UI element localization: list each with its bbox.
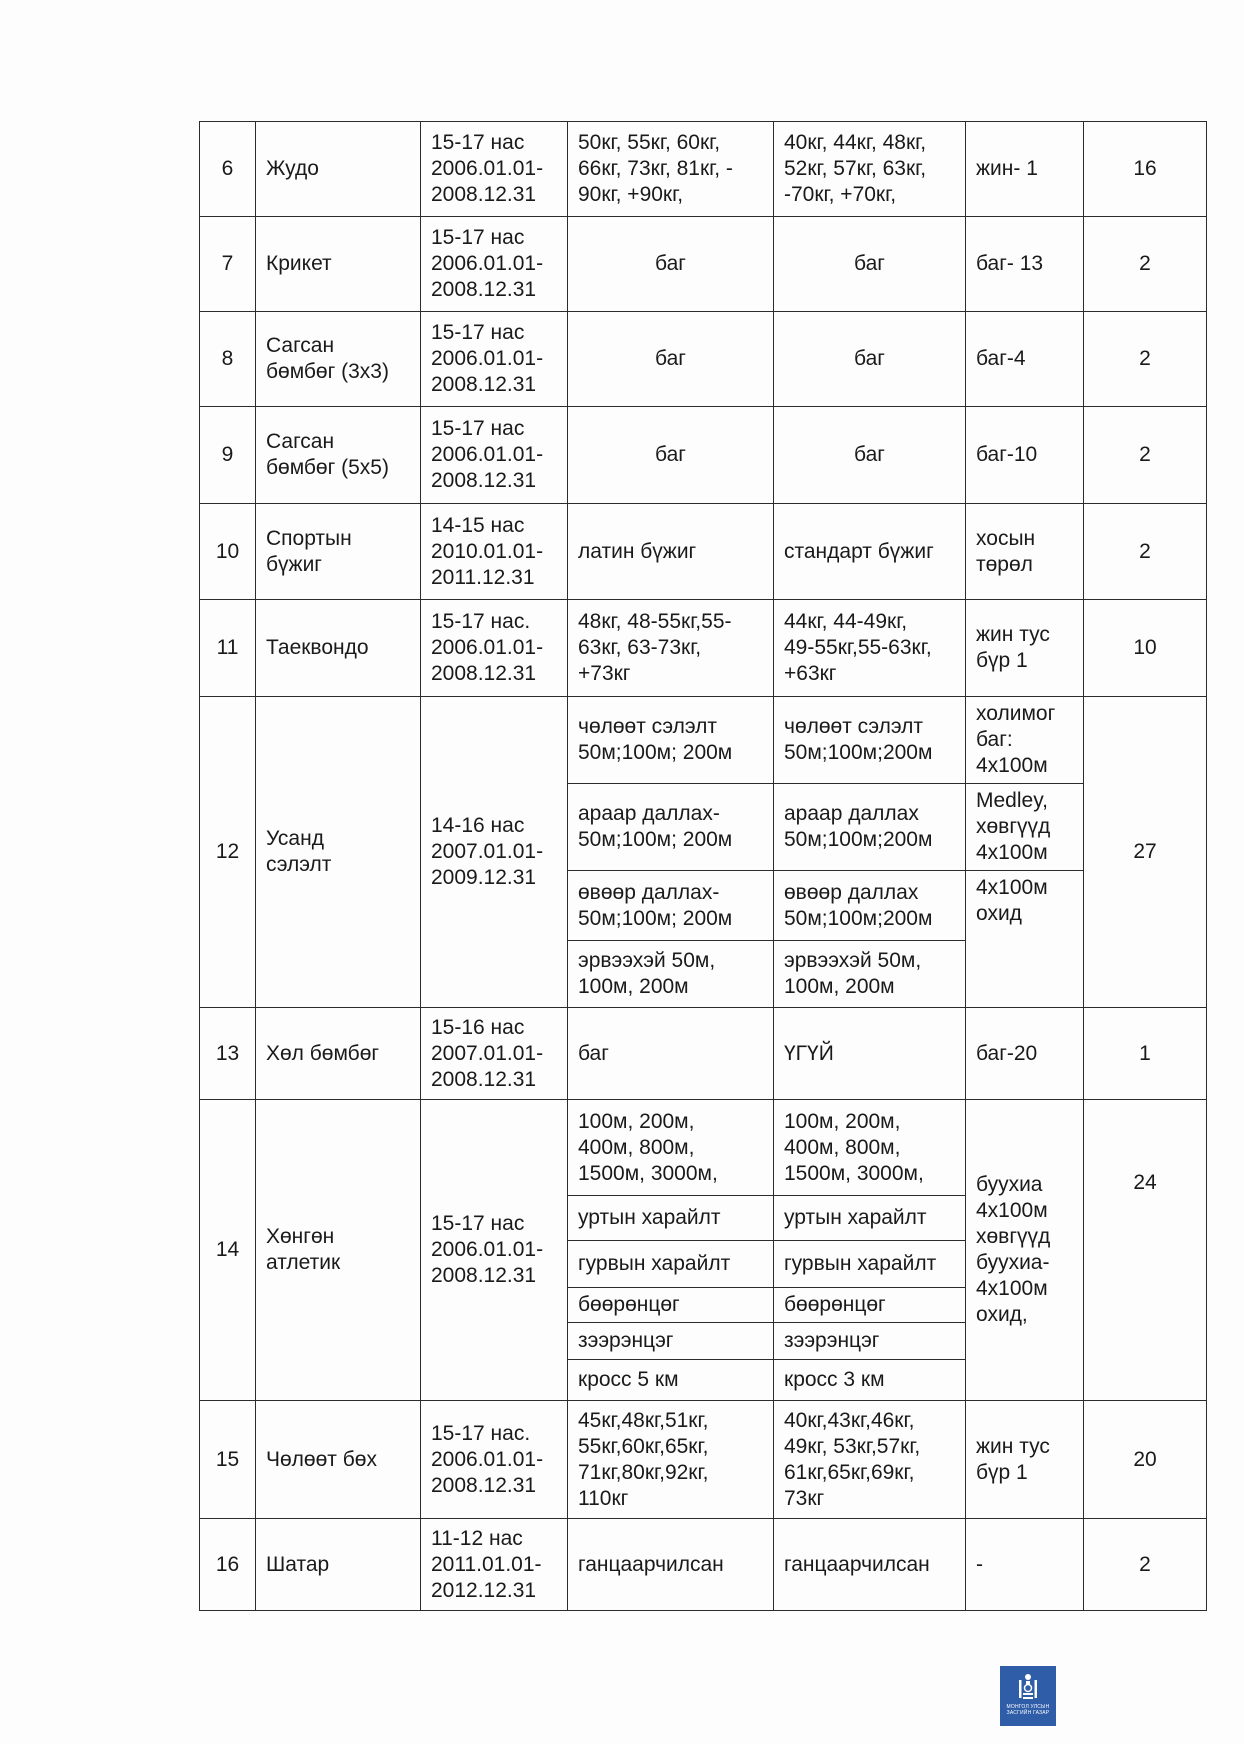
table-row: [200, 1519, 1207, 1611]
table-row: [200, 312, 1207, 407]
participant-count: 24: [1084, 1100, 1207, 1401]
women-events: бөөрөнцөг: [774, 1288, 966, 1323]
team-events: баг-10: [966, 407, 1084, 504]
women-events: 40кг,43кг,46кг, 49кг, 53кг,57кг, 61кг,65кг,69кг, 73кг: [774, 1401, 966, 1519]
sport-name: Таеквондо: [256, 600, 421, 697]
women-events: 40кг, 44кг, 48кг, 52кг, 57кг, 63кг, -70кг, +70кг,: [774, 122, 966, 217]
men-events: баг: [568, 1008, 774, 1100]
team-events: холимог баг: 4х100м: [966, 697, 1084, 784]
row-number: 16: [200, 1519, 256, 1611]
table-row: [200, 1100, 1207, 1196]
men-events: 50кг, 55кг, 60кг, 66кг, 73кг, 81кг, - 90кг, +90кг,: [568, 122, 774, 217]
row-number: 7: [200, 217, 256, 312]
table-row: [200, 122, 1207, 217]
sport-name: Хөнгөн атлетик: [256, 1100, 421, 1401]
participant-count: 2: [1084, 504, 1207, 600]
women-events: ганцаарчилсан: [774, 1519, 966, 1611]
table-row: [200, 600, 1207, 697]
women-events: чөлөөт сэлэлт 50м;100м;200м: [774, 697, 966, 784]
women-events: өвөөр даллах 50м;100м;200м: [774, 871, 966, 941]
team-events: жин тус бүр 1: [966, 600, 1084, 697]
participant-count: 2: [1084, 217, 1207, 312]
row-number: 11: [200, 600, 256, 697]
men-events: 48кг, 48-55кг,55- 63кг, 63-73кг, +73кг: [568, 600, 774, 697]
women-events: кросс 3 км: [774, 1360, 966, 1401]
participant-count: 2: [1084, 1519, 1207, 1611]
team-events: жин- 1: [966, 122, 1084, 217]
team-events: Medley, хөвгүүд 4х100м: [966, 784, 1084, 871]
age-range: 15-17 нас. 2006.01.01- 2008.12.31: [421, 1401, 568, 1519]
participant-count: 1: [1084, 1008, 1207, 1100]
men-events: кросс 5 км: [568, 1360, 774, 1401]
men-events: латин бүжиг: [568, 504, 774, 600]
row-number: 14: [200, 1100, 256, 1401]
participant-count: 10: [1084, 600, 1207, 697]
men-events: араар даллах- 50м;100м; 200м: [568, 784, 774, 871]
women-events: баг: [774, 312, 966, 407]
sport-name: Сагсан бөмбөг (3х3): [256, 312, 421, 407]
sport-name: Хөл бөмбөг: [256, 1008, 421, 1100]
team-events: буухиа 4х100м хөвгүүд буухиа- 4х100м охид,: [966, 1100, 1084, 1401]
men-events: баг: [568, 312, 774, 407]
men-events: баг: [568, 217, 774, 312]
sport-name: Жудо: [256, 122, 421, 217]
women-events: зээрэнцэг: [774, 1323, 966, 1360]
women-events: 100м, 200м, 400м, 800м, 1500м, 3000м,: [774, 1100, 966, 1196]
table-row: [200, 697, 1207, 784]
men-events: ганцаарчилсан: [568, 1519, 774, 1611]
age-range: 14-16 нас 2007.01.01- 2009.12.31: [421, 697, 568, 1008]
age-range: 15-17 нас 2006.01.01- 2008.12.31: [421, 312, 568, 407]
age-range: 15-17 нас 2006.01.01- 2008.12.31: [421, 122, 568, 217]
participant-count: 2: [1084, 312, 1207, 407]
women-events: гурвын харайлт: [774, 1241, 966, 1288]
women-events: араар даллах 50м;100м;200м: [774, 784, 966, 871]
sport-name: Сагсан бөмбөг (5х5): [256, 407, 421, 504]
participant-count: 16: [1084, 122, 1207, 217]
logo-caption: МОНГОЛ УЛСЫН ЗАСГИЙН ГАЗАР: [1006, 1704, 1050, 1716]
table-row: [200, 504, 1207, 600]
participant-count: 2: [1084, 407, 1207, 504]
women-events: стандарт бүжиг: [774, 504, 966, 600]
team-events: баг- 13: [966, 217, 1084, 312]
age-range: 15-17 нас 2006.01.01- 2008.12.31: [421, 407, 568, 504]
men-events: бөөрөнцөг: [568, 1288, 774, 1323]
row-number: 8: [200, 312, 256, 407]
men-events: зээрэнцэг: [568, 1323, 774, 1360]
women-events: баг: [774, 407, 966, 504]
men-events: баг: [568, 407, 774, 504]
row-number: 12: [200, 697, 256, 1008]
table-row: [200, 1008, 1207, 1100]
age-range: 15-17 нас 2006.01.01- 2008.12.31: [421, 1100, 568, 1401]
women-events: ҮГҮЙ: [774, 1008, 966, 1100]
team-events: -: [966, 1519, 1084, 1611]
age-range: 11-12 нас 2011.01.01- 2012.12.31: [421, 1519, 568, 1611]
sport-name: Спортын бүжиг: [256, 504, 421, 600]
age-range: 15-17 нас. 2006.01.01- 2008.12.31: [421, 600, 568, 697]
team-events: баг-4: [966, 312, 1084, 407]
table-row: [200, 217, 1207, 312]
sport-name: Шатар: [256, 1519, 421, 1611]
men-events: чөлөөт сэлэлт 50м;100м; 200м: [568, 697, 774, 784]
men-events: 100м, 200м, 400м, 800м, 1500м, 3000м,: [568, 1100, 774, 1196]
women-events: уртын харайлт: [774, 1196, 966, 1241]
men-events: уртын харайлт: [568, 1196, 774, 1241]
row-number: 13: [200, 1008, 256, 1100]
participant-count: 27: [1084, 697, 1207, 1008]
table-row: [200, 1401, 1207, 1519]
men-events: гурвын харайлт: [568, 1241, 774, 1288]
row-number: 6: [200, 122, 256, 217]
women-events: баг: [774, 217, 966, 312]
table-row: [200, 407, 1207, 504]
men-events: өвөөр даллах- 50м;100м; 200м: [568, 871, 774, 941]
age-range: 14-15 нас 2010.01.01- 2011.12.31: [421, 504, 568, 600]
team-events: 4х100м охид: [966, 871, 1084, 1008]
soyombo-emblem-icon: [1015, 1672, 1041, 1702]
row-number: 15: [200, 1401, 256, 1519]
women-events: 44кг, 44-49кг, 49-55кг,55-63кг, +63кг: [774, 600, 966, 697]
age-range: 15-17 нас 2006.01.01- 2008.12.31: [421, 217, 568, 312]
men-events: эрвээхэй 50м, 100м, 200м: [568, 941, 774, 1008]
sport-name: Крикет: [256, 217, 421, 312]
sport-name: Чөлөөт бөх: [256, 1401, 421, 1519]
age-range: 15-16 нас 2007.01.01- 2008.12.31: [421, 1008, 568, 1100]
team-events: баг-20: [966, 1008, 1084, 1100]
men-events: 45кг,48кг,51кг, 55кг,60кг,65кг, 71кг,80кг,92кг, 110кг: [568, 1401, 774, 1519]
team-events: хосын төрөл: [966, 504, 1084, 600]
team-events: жин тус бүр 1: [966, 1401, 1084, 1519]
sports-table: [199, 121, 1207, 1611]
government-logo: [1000, 1666, 1056, 1726]
row-number: 10: [200, 504, 256, 600]
row-number: 9: [200, 407, 256, 504]
participant-count: 20: [1084, 1401, 1207, 1519]
women-events: эрвээхэй 50м, 100м, 200м: [774, 941, 966, 1008]
sport-name: Усанд сэлэлт: [256, 697, 421, 1008]
